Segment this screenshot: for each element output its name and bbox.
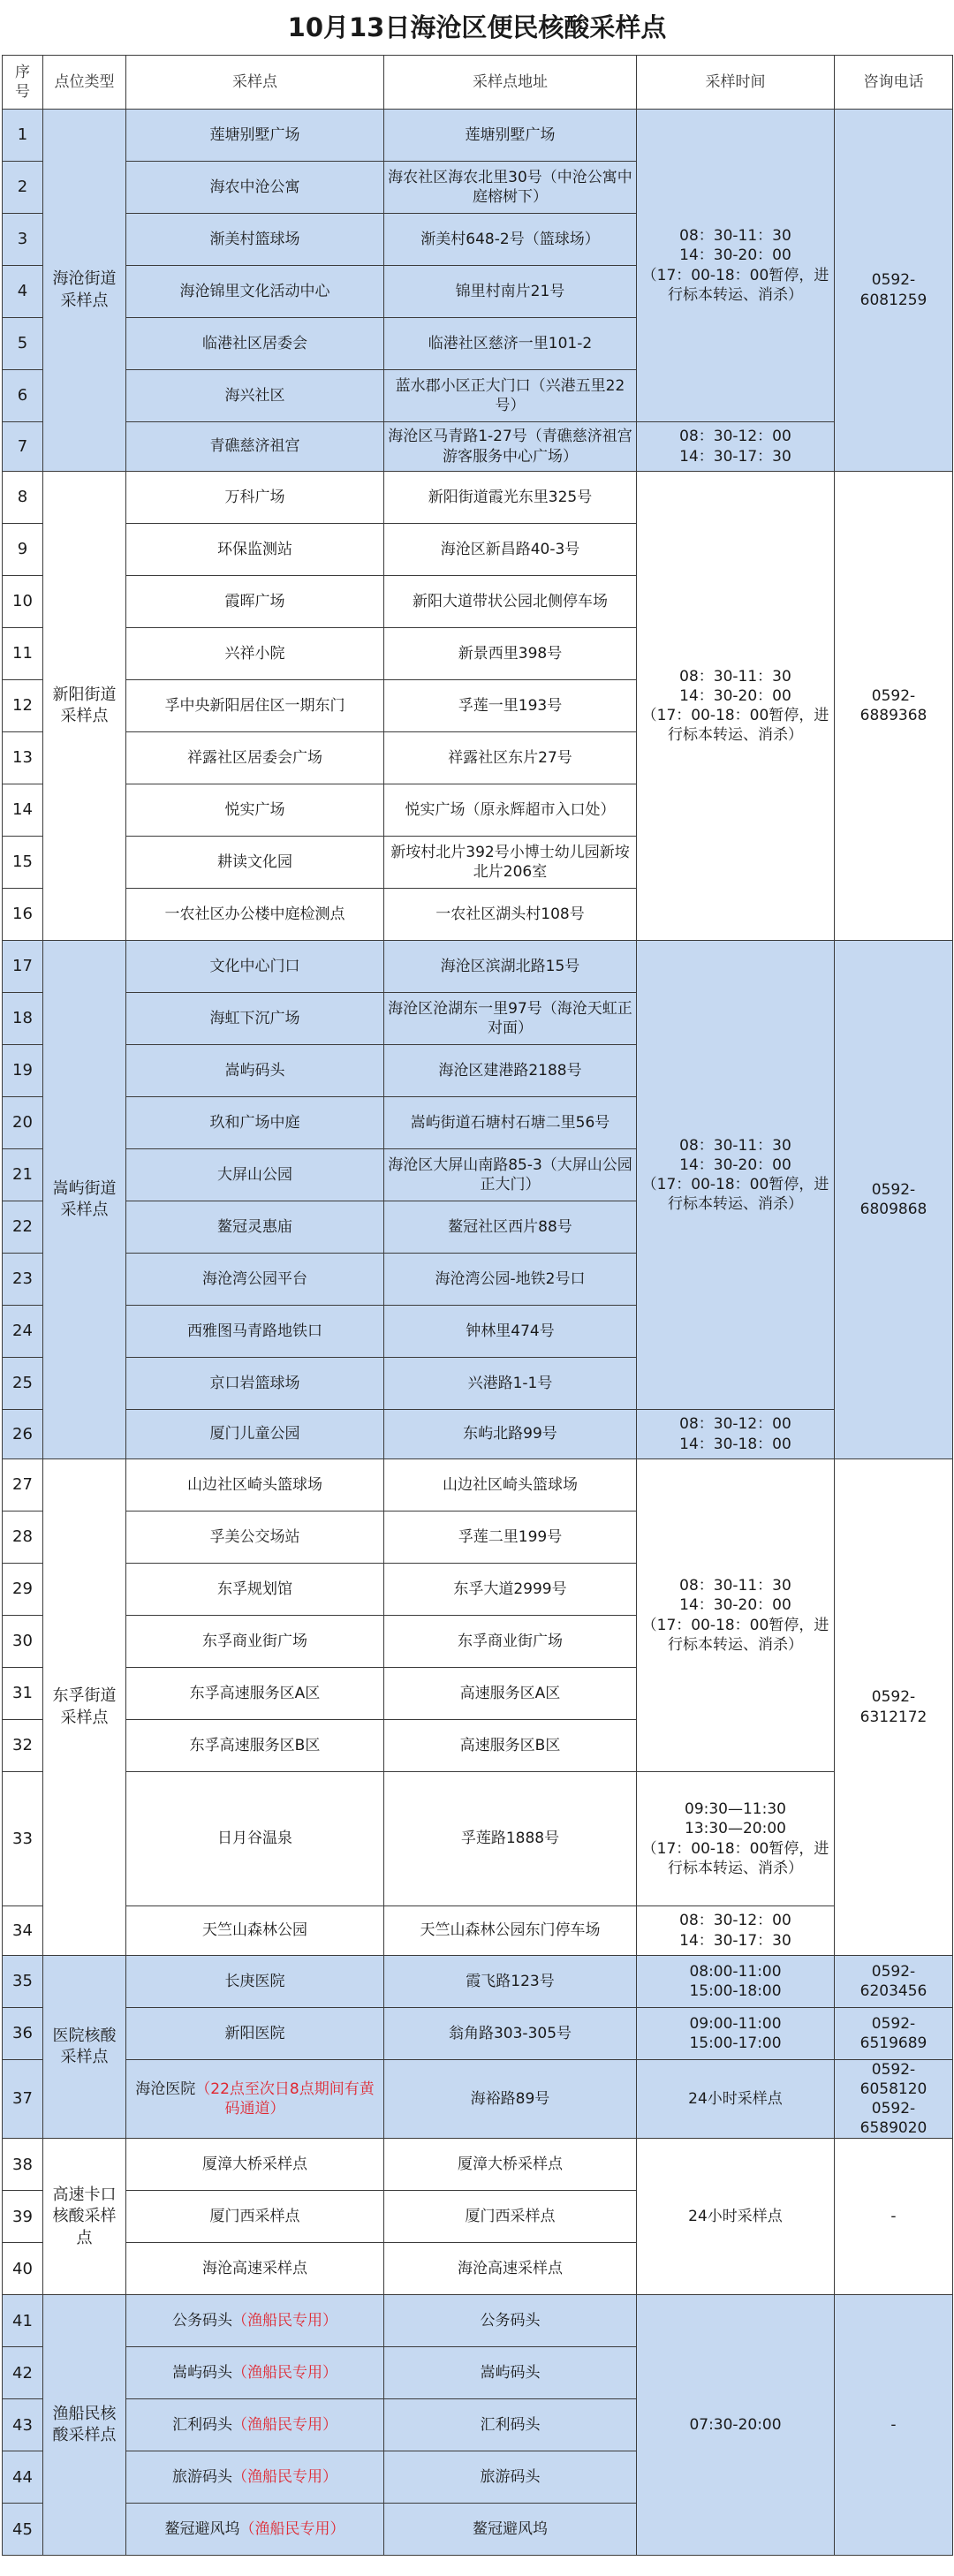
sampling-time-cell: 08：30-11：30 14：30-20：00 （17：00-18：00暂停，进行标本转运、消杀） (637, 1459, 835, 1772)
row-number: 28 (3, 1512, 43, 1564)
row-number: 3 (3, 214, 43, 266)
row-number: 20 (3, 1097, 43, 1149)
site-name-cell: 海兴社区 (126, 370, 384, 422)
row-number: 37 (3, 2060, 43, 2139)
header-address: 采样点地址 (384, 56, 637, 110)
table-row (3, 1906, 953, 1956)
site-name-cell: 嵩屿码头 (126, 1045, 384, 1097)
table-row (3, 1772, 953, 1906)
site-address-cell: 海沧区沧湖东一里97号（海沧天虹正对面） (384, 993, 637, 1045)
row-number: 7 (3, 422, 43, 472)
header-time: 采样时间 (637, 56, 835, 110)
header-row (3, 56, 953, 110)
row-number: 32 (3, 1720, 43, 1772)
row-number: 5 (3, 318, 43, 370)
sampling-sites-table (2, 55, 953, 2556)
phone-cell: 0592-6519689 (835, 2008, 953, 2060)
sampling-time-cell: 07:30-20:00 (637, 2295, 835, 2556)
row-number: 4 (3, 266, 43, 318)
table-row (3, 941, 953, 993)
sampling-time-cell: 08：30-12：00 14：30-17：30 (637, 1906, 835, 1956)
row-number: 1 (3, 110, 43, 162)
site-address-cell: 海沧高速采样点 (384, 2243, 637, 2295)
site-address-cell: 东孚大道2999号 (384, 1564, 637, 1616)
site-note: （渔船民专用） (232, 2468, 337, 2487)
site-name-cell: 海沧医院（22点至次日8点期间有黄码通道） (126, 2060, 384, 2139)
site-address-cell: 锦里村南片21号 (384, 266, 637, 318)
site-name-cell: 天竺山森林公园 (126, 1906, 384, 1956)
row-number: 26 (3, 1410, 43, 1459)
row-number: 12 (3, 680, 43, 732)
row-number: 45 (3, 2504, 43, 2556)
phone-cell: 0592-6809868 (835, 941, 953, 1459)
row-number: 29 (3, 1564, 43, 1616)
site-note: （渔船民专用） (232, 2364, 337, 2383)
site-name-cell: 京口岩篮球场 (126, 1358, 384, 1410)
phone-cell: 0592-6312172 (835, 1459, 953, 1956)
site-name-cell: 兴祥小院 (126, 628, 384, 680)
site-address-cell: 海裕路89号 (384, 2060, 637, 2139)
site-address-cell: 孚莲一里193号 (384, 680, 637, 732)
row-number: 6 (3, 370, 43, 422)
table-row (3, 1956, 953, 2008)
site-address-cell: 山边社区崎头篮球场 (384, 1459, 637, 1512)
site-note: （渔船民专用） (232, 2312, 337, 2330)
site-address-cell: 旅游码头 (384, 2451, 637, 2504)
site-name-cell: 悦实广场 (126, 784, 384, 837)
row-number: 42 (3, 2347, 43, 2399)
site-name-cell: 孚美公交场站 (126, 1512, 384, 1564)
site-name-cell: 西雅图马青路地铁口 (126, 1306, 384, 1358)
sampling-time-cell: 09:00-11:00 15:00-17:00 (637, 2008, 835, 2060)
site-name-cell: 厦门西采样点 (126, 2191, 384, 2243)
site-address-cell: 厦门西采样点 (384, 2191, 637, 2243)
site-address-cell: 嵩屿街道石塘村石塘二里56号 (384, 1097, 637, 1149)
row-number: 18 (3, 993, 43, 1045)
site-address-cell: 厦漳大桥采样点 (384, 2139, 637, 2191)
row-number: 21 (3, 1149, 43, 1201)
site-name-cell: 一农社区办公楼中庭检测点 (126, 889, 384, 941)
site-address-cell: 临港社区慈济一里101-2 (384, 318, 637, 370)
site-name-cell: 霞晖广场 (126, 576, 384, 628)
table-row (3, 1459, 953, 1512)
site-name-cell: 玖和广场中庭 (126, 1097, 384, 1149)
site-name-cell: 东孚规划馆 (126, 1564, 384, 1616)
row-number: 25 (3, 1358, 43, 1410)
site-address-cell: 高速服务区A区 (384, 1668, 637, 1720)
site-name-cell: 海沧锦里文化活动中心 (126, 266, 384, 318)
row-number: 24 (3, 1306, 43, 1358)
site-name-cell: 渐美村篮球场 (126, 214, 384, 266)
row-number: 14 (3, 784, 43, 837)
site-address-cell: 孚莲二里199号 (384, 1512, 637, 1564)
site-address-cell: 悦实广场（原永辉超市入口处） (384, 784, 637, 837)
site-address-cell: 天竺山森林公园东门停车场 (384, 1906, 637, 1956)
site-name-cell: 公务码头（渔船民专用） (126, 2295, 384, 2347)
site-type-cell: 东孚街道采样点 (43, 1459, 126, 1956)
site-address-cell: 钟林里474号 (384, 1306, 637, 1358)
row-number: 19 (3, 1045, 43, 1097)
row-number: 17 (3, 941, 43, 993)
site-name-cell: 厦门儿童公园 (126, 1410, 384, 1459)
site-name-cell: 临港社区居委会 (126, 318, 384, 370)
site-name-cell: 莲塘别墅广场 (126, 110, 384, 162)
site-address-cell: 兴港路1-1号 (384, 1358, 637, 1410)
site-type-cell: 海沧街道采样点 (43, 110, 126, 472)
site-type-cell: 新阳街道采样点 (43, 472, 126, 941)
site-note: （渔船民专用） (232, 2416, 337, 2435)
site-address-cell: 汇利码头 (384, 2399, 637, 2451)
sampling-time-cell: 24小时采样点 (637, 2060, 835, 2139)
row-number: 10 (3, 576, 43, 628)
site-name-cell: 日月谷温泉 (126, 1772, 384, 1906)
site-address-cell: 孚莲路1888号 (384, 1772, 637, 1906)
phone-cell: 0592-6889368 (835, 472, 953, 941)
site-name-cell: 鳌冠避风坞（渔船民专用） (126, 2504, 384, 2556)
row-number: 36 (3, 2008, 43, 2060)
site-address-cell: 东孚商业街广场 (384, 1616, 637, 1668)
site-address-cell: 东屿北路99号 (384, 1410, 637, 1459)
row-number: 41 (3, 2295, 43, 2347)
site-address-cell: 海沧区马青路1-27号（青礁慈济祖宫游客服务中心广场） (384, 422, 637, 472)
site-note: （22点至次日8点期间有黄码通道） (195, 2080, 375, 2118)
site-name-cell: 东孚高速服务区A区 (126, 1668, 384, 1720)
site-address-cell: 海沧区新昌路40-3号 (384, 524, 637, 576)
site-name-cell: 鳌冠灵惠庙 (126, 1201, 384, 1254)
site-address-cell: 霞飞路123号 (384, 1956, 637, 2008)
header-site: 采样点 (126, 56, 384, 110)
site-address-cell: 渐美村648-2号（篮球场） (384, 214, 637, 266)
site-address-cell: 海沧湾公园-地铁2号口 (384, 1254, 637, 1306)
site-name-cell: 东孚商业街广场 (126, 1616, 384, 1668)
sampling-time-cell: 08：30-11：30 14：30-20：00 （17：00-18：00暂停，进行标本转运、消杀） (637, 472, 835, 941)
sampling-time-cell: 08:00-11:00 15:00-18:00 (637, 1956, 835, 2008)
sampling-time-cell: 09:30—11:30 13:30—20:00 （17：00-18：00暂停，进行标本转运、消杀） (637, 1772, 835, 1906)
sampling-time-cell: 08：30-11：30 14：30-20：00 （17：00-18：00暂停，进行标本转运、消杀） (637, 941, 835, 1410)
site-name-cell: 海农中沧公寓 (126, 162, 384, 214)
row-number: 13 (3, 732, 43, 784)
site-address-cell: 一农社区湖头村108号 (384, 889, 637, 941)
site-address-cell: 鳌冠社区西片88号 (384, 1201, 637, 1254)
site-name-cell: 青礁慈济祖宫 (126, 422, 384, 472)
site-type-cell: 医院核酸采样点 (43, 1956, 126, 2139)
site-address-cell: 海农社区海农北里30号（中沧公寓中庭榕树下） (384, 162, 637, 214)
site-name-cell: 孚中央新阳居住区一期东门 (126, 680, 384, 732)
row-number: 9 (3, 524, 43, 576)
sampling-time-cell: 08：30-12：00 14：30-17：30 (637, 422, 835, 472)
site-address-cell: 海沧区大屏山南路85-3（大屏山公园正大门） (384, 1149, 637, 1201)
site-address-cell: 海沧区建港路2188号 (384, 1045, 637, 1097)
site-name-cell: 山边社区崎头篮球场 (126, 1459, 384, 1512)
table-row (3, 2060, 953, 2139)
site-name-cell: 祥露社区居委会广场 (126, 732, 384, 784)
site-address-cell: 鳌冠避风坞 (384, 2504, 637, 2556)
table-row (3, 472, 953, 524)
site-note: （渔船民专用） (239, 2520, 345, 2539)
site-address-cell: 嵩屿码头 (384, 2347, 637, 2399)
row-number: 22 (3, 1201, 43, 1254)
site-type-cell: 渔船民核酸采样点 (43, 2295, 126, 2556)
site-address-cell: 新阳街道霞光东里325号 (384, 472, 637, 524)
phone-cell: - (835, 2295, 953, 2556)
site-address-cell: 海沧区滨湖北路15号 (384, 941, 637, 993)
site-name-cell: 汇利码头（渔船民专用） (126, 2399, 384, 2451)
table-row (3, 1410, 953, 1459)
row-number: 27 (3, 1459, 43, 1512)
row-number: 38 (3, 2139, 43, 2191)
site-address-cell: 蓝水郡小区正大门口（兴港五里22号） (384, 370, 637, 422)
row-number: 33 (3, 1772, 43, 1906)
header-type: 点位类型 (43, 56, 126, 110)
site-name-cell: 新阳医院 (126, 2008, 384, 2060)
phone-cell: 0592-6081259 (835, 110, 953, 472)
sampling-time-cell: 08：30-11：30 14：30-20：00 （17：00-18：00暂停，进行标本转运、消杀） (637, 110, 835, 422)
site-name-cell: 厦漳大桥采样点 (126, 2139, 384, 2191)
table-row (3, 110, 953, 162)
row-number: 15 (3, 837, 43, 889)
row-number: 34 (3, 1906, 43, 1956)
row-number: 40 (3, 2243, 43, 2295)
row-number: 2 (3, 162, 43, 214)
site-address-cell: 新阳大道带状公园北侧停车场 (384, 576, 637, 628)
site-name-cell: 海虹下沉广场 (126, 993, 384, 1045)
row-number: 23 (3, 1254, 43, 1306)
row-number: 39 (3, 2191, 43, 2243)
table-row (3, 2139, 953, 2191)
phone-cell: 0592-6058120 0592-6589020 (835, 2060, 953, 2139)
phone-cell: 0592-6203456 (835, 1956, 953, 2008)
phone-cell: - (835, 2139, 953, 2295)
sampling-time-cell: 24小时采样点 (637, 2139, 835, 2295)
header-phone: 咨询电话 (835, 56, 953, 110)
page-title: 10月13日海沧区便民核酸采样点 (287, 12, 667, 42)
site-name-cell: 东孚高速服务区B区 (126, 1720, 384, 1772)
row-number: 8 (3, 472, 43, 524)
row-number: 43 (3, 2399, 43, 2451)
site-name-cell: 文化中心门口 (126, 941, 384, 993)
row-number: 30 (3, 1616, 43, 1668)
site-name-cell: 大屏山公园 (126, 1149, 384, 1201)
site-address-cell: 新垵村北片392号小博士幼儿园新垵北片206室 (384, 837, 637, 889)
site-address-cell: 公务码头 (384, 2295, 637, 2347)
header-seq: 序号 (3, 56, 43, 110)
site-name-cell: 旅游码头（渔船民专用） (126, 2451, 384, 2504)
site-name-cell: 耕读文化园 (126, 837, 384, 889)
row-number: 31 (3, 1668, 43, 1720)
row-number: 11 (3, 628, 43, 680)
site-name-cell: 嵩屿码头（渔船民专用） (126, 2347, 384, 2399)
row-number: 16 (3, 889, 43, 941)
site-name-cell: 海沧湾公园平台 (126, 1254, 384, 1306)
site-address-cell: 莲塘别墅广场 (384, 110, 637, 162)
site-name-cell: 长庚医院 (126, 1956, 384, 2008)
site-address-cell: 祥露社区东片27号 (384, 732, 637, 784)
site-name-cell: 环保监测站 (126, 524, 384, 576)
table-row (3, 2295, 953, 2347)
site-name-cell: 海沧高速采样点 (126, 2243, 384, 2295)
site-address-cell: 高速服务区B区 (384, 1720, 637, 1772)
table-row (3, 2008, 953, 2060)
site-name-cell: 万科广场 (126, 472, 384, 524)
site-type-cell: 嵩屿街道采样点 (43, 941, 126, 1459)
site-type-cell: 高速卡口核酸采样点 (43, 2139, 126, 2295)
sampling-time-cell: 08：30-12：00 14：30-18：00 (637, 1410, 835, 1459)
table-row (3, 422, 953, 472)
site-address-cell: 新景西里398号 (384, 628, 637, 680)
row-number: 35 (3, 1956, 43, 2008)
site-address-cell: 翁角路303-305号 (384, 2008, 637, 2060)
row-number: 44 (3, 2451, 43, 2504)
